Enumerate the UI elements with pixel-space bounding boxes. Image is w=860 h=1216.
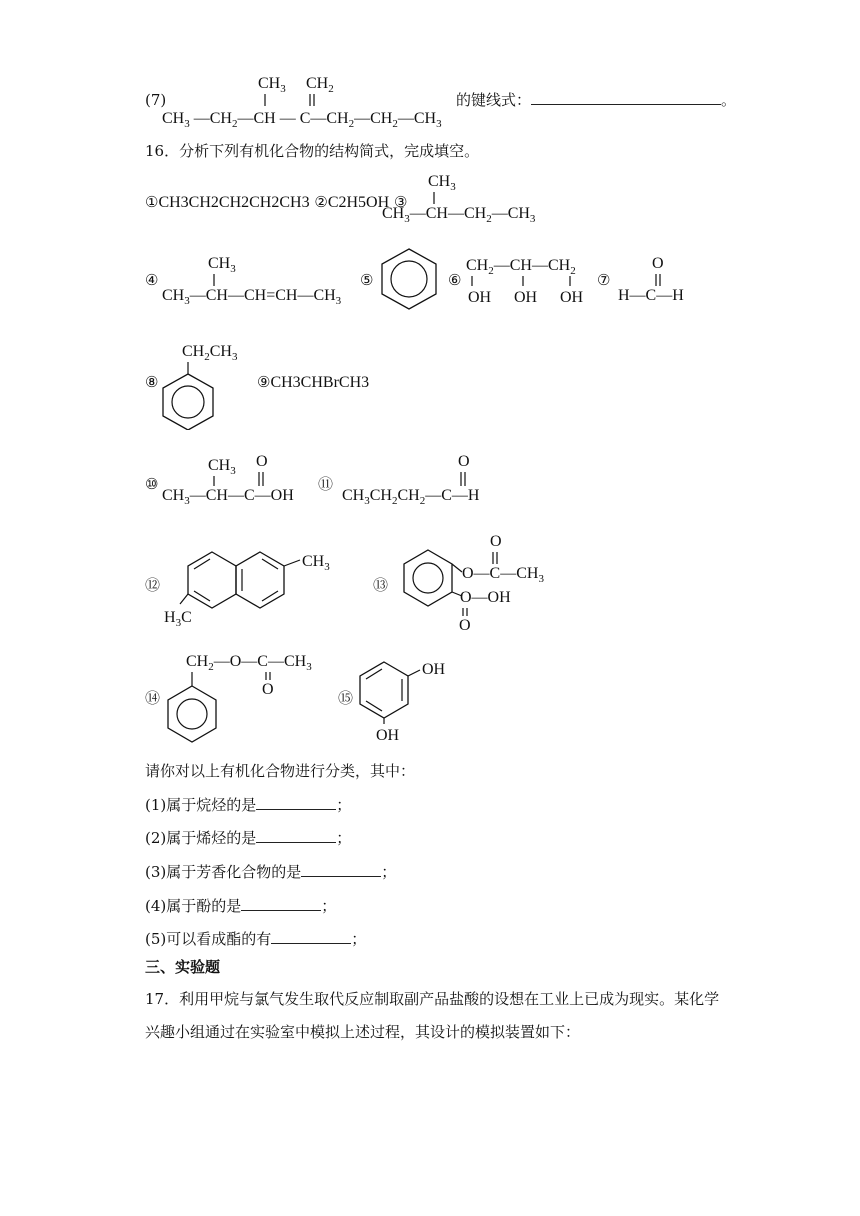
svg-text:CH2CH3: $CH_2CH_3$ — [182, 343, 238, 363]
classify-item-1 — [145, 795, 351, 815]
svg-text:OH: OH — [468, 289, 492, 306]
compound-5-benzene — [376, 246, 442, 312]
compound-2-formula: C2H5OH — [327, 194, 390, 211]
compound-8-structure — [160, 336, 260, 430]
item-5-end: ； — [351, 930, 367, 948]
compound-3-structure — [378, 168, 558, 228]
item-2-end: ； — [336, 829, 352, 847]
marker-1: ① — [145, 193, 159, 211]
svg-text:OH: OH — [422, 661, 446, 678]
svg-text:CH3—CH—CH=CH—CH3: $CH_3—CH—CH=CH—CH_3$ — [162, 287, 342, 307]
compound-9 — [257, 372, 369, 393]
compound-1-2 — [145, 192, 407, 213]
svg-text:CH3CH2CH2—C—H: $CH_3CH_2CH_2—C—H$ — [342, 487, 480, 507]
q7-answer-blank[interactable] — [531, 90, 721, 105]
item-4-text: 属于酚的是 — [166, 897, 242, 915]
svg-text:OH: OH — [376, 727, 400, 744]
svg-text:OH: OH — [560, 289, 584, 306]
q7-number: (7) — [145, 91, 167, 109]
compound-9-formula: CH3CHBrCH3 — [270, 374, 370, 391]
item-1-end: ； — [336, 796, 352, 814]
q7-top-ch3: $CH_3$ — [258, 75, 286, 95]
classify-item-3 — [145, 862, 396, 882]
svg-text:CH2—O—C—CH3: $CH_2—O—C—CH_3$ — [186, 653, 312, 673]
item-3-number: (3) — [145, 863, 167, 881]
marker-6: ⑥ — [448, 271, 462, 289]
compound-13-structure — [396, 532, 566, 632]
svg-text:CH3: $CH_3$ — [208, 457, 236, 477]
marker-15: ⑮ — [338, 689, 354, 707]
item-1-answer-blank[interactable] — [256, 795, 336, 810]
item-5-number: (5) — [145, 930, 167, 948]
svg-text:CH3: $CH_3$ — [428, 173, 456, 193]
q7-structure — [160, 68, 460, 132]
svg-text:O: O — [458, 453, 470, 470]
item-2-number: (2) — [145, 829, 167, 847]
marker-13: ⑬ — [373, 576, 389, 594]
svg-text:O: O — [652, 255, 664, 272]
compound-4-structure — [160, 250, 360, 310]
item-2-text: 属于烯烃的是 — [166, 829, 257, 847]
q7-top-ch2: $CH_2$ — [306, 75, 334, 95]
compound-1-formula: CH3CH2CH2CH2CH3 — [158, 194, 310, 211]
marker-9: ⑨ — [257, 373, 271, 391]
compound-14-structure — [160, 646, 340, 746]
item-1-text: 属于烷烃的是 — [166, 796, 257, 814]
svg-text:O: O — [490, 533, 502, 550]
svg-text:O: O — [256, 453, 268, 470]
classify-item-4 — [145, 896, 336, 916]
item-3-text: 属于芳香化合物的是 — [166, 863, 302, 881]
item-2-answer-blank[interactable] — [256, 828, 336, 843]
item-4-end: ； — [321, 897, 337, 915]
svg-text:O—C—CH3: $O—C—CH_3$ — [462, 565, 544, 585]
marker-8: ⑧ — [145, 373, 159, 391]
classify-item-5 — [145, 929, 366, 949]
svg-text:OH: OH — [514, 289, 538, 306]
svg-text:O—OH: O—OH — [460, 589, 511, 606]
compound-6-structure — [464, 250, 594, 308]
q7-end: 。 — [721, 91, 737, 109]
compound-11-structure — [340, 450, 520, 510]
item-5-text: 可以看成酯的有 — [166, 930, 272, 948]
marker-10: ⑩ — [145, 475, 159, 493]
item-3-answer-blank[interactable] — [301, 862, 381, 877]
item-5-answer-blank[interactable] — [271, 929, 351, 944]
item-4-answer-blank[interactable] — [241, 896, 321, 911]
svg-text:O: O — [459, 617, 471, 632]
compound-7-structure — [614, 250, 704, 308]
q17-line-1: 17．利用甲烷与氯气发生取代反应制取副产品盐酸的设想在工业上已成为现实。某化学 — [145, 990, 720, 1008]
svg-text:CH3—CH—CH2—CH3: $CH_3—CH—CH_2—CH_3$ — [382, 205, 536, 225]
marker-2: ② — [314, 193, 328, 211]
marker-14: ⑭ — [145, 689, 161, 707]
classify-stem: 请你对以上有机化合物进行分类，其中： — [145, 762, 416, 780]
marker-12: ⑫ — [145, 576, 161, 594]
q7-prompt-line — [456, 90, 736, 110]
marker-7: ⑦ — [597, 271, 611, 289]
svg-text:CH2—CH—CH2: $CH_2—CH—CH_2$ — [466, 257, 576, 277]
compound-12-naphthalene — [160, 538, 370, 628]
svg-text:CH3: $CH_3$ — [208, 255, 236, 275]
svg-text:O: O — [262, 681, 274, 698]
marker-4: ④ — [145, 271, 159, 289]
item-1-number: (1) — [145, 796, 167, 814]
q7-prompt: 的键线式： — [456, 91, 532, 109]
svg-text:H3C: $H_3C$ — [164, 609, 192, 628]
compound-10-structure — [160, 450, 320, 510]
marker-3: ③ — [393, 193, 408, 211]
marker-11: ⑪ — [318, 475, 334, 493]
q17-line-2: 兴趣小组通过在实验室中模拟上述过程，其设计的模拟装置如下： — [145, 1023, 581, 1041]
marker-5: ⑤ — [360, 271, 374, 289]
item-3-end: ； — [381, 863, 397, 881]
classify-item-2 — [145, 828, 351, 848]
item-4-number: (4) — [145, 897, 167, 915]
q7-chain: $CH_3$ $—CH_2—CH$ — $C—CH_2—CH_2—CH_3$ — [162, 110, 442, 130]
svg-text:H—C—H: H—C—H — [618, 287, 684, 304]
svg-text:CH3: $CH_3$ — [302, 553, 330, 573]
compound-15-structure — [354, 652, 464, 744]
q16-stem: 16．分析下列有机化合物的结构简式，完成填空。 — [145, 142, 480, 160]
svg-text:CH3—CH—C—OH: $CH_3—CH—C—OH$ — [162, 487, 294, 507]
section-3-title: 三、实验题 — [145, 958, 221, 976]
